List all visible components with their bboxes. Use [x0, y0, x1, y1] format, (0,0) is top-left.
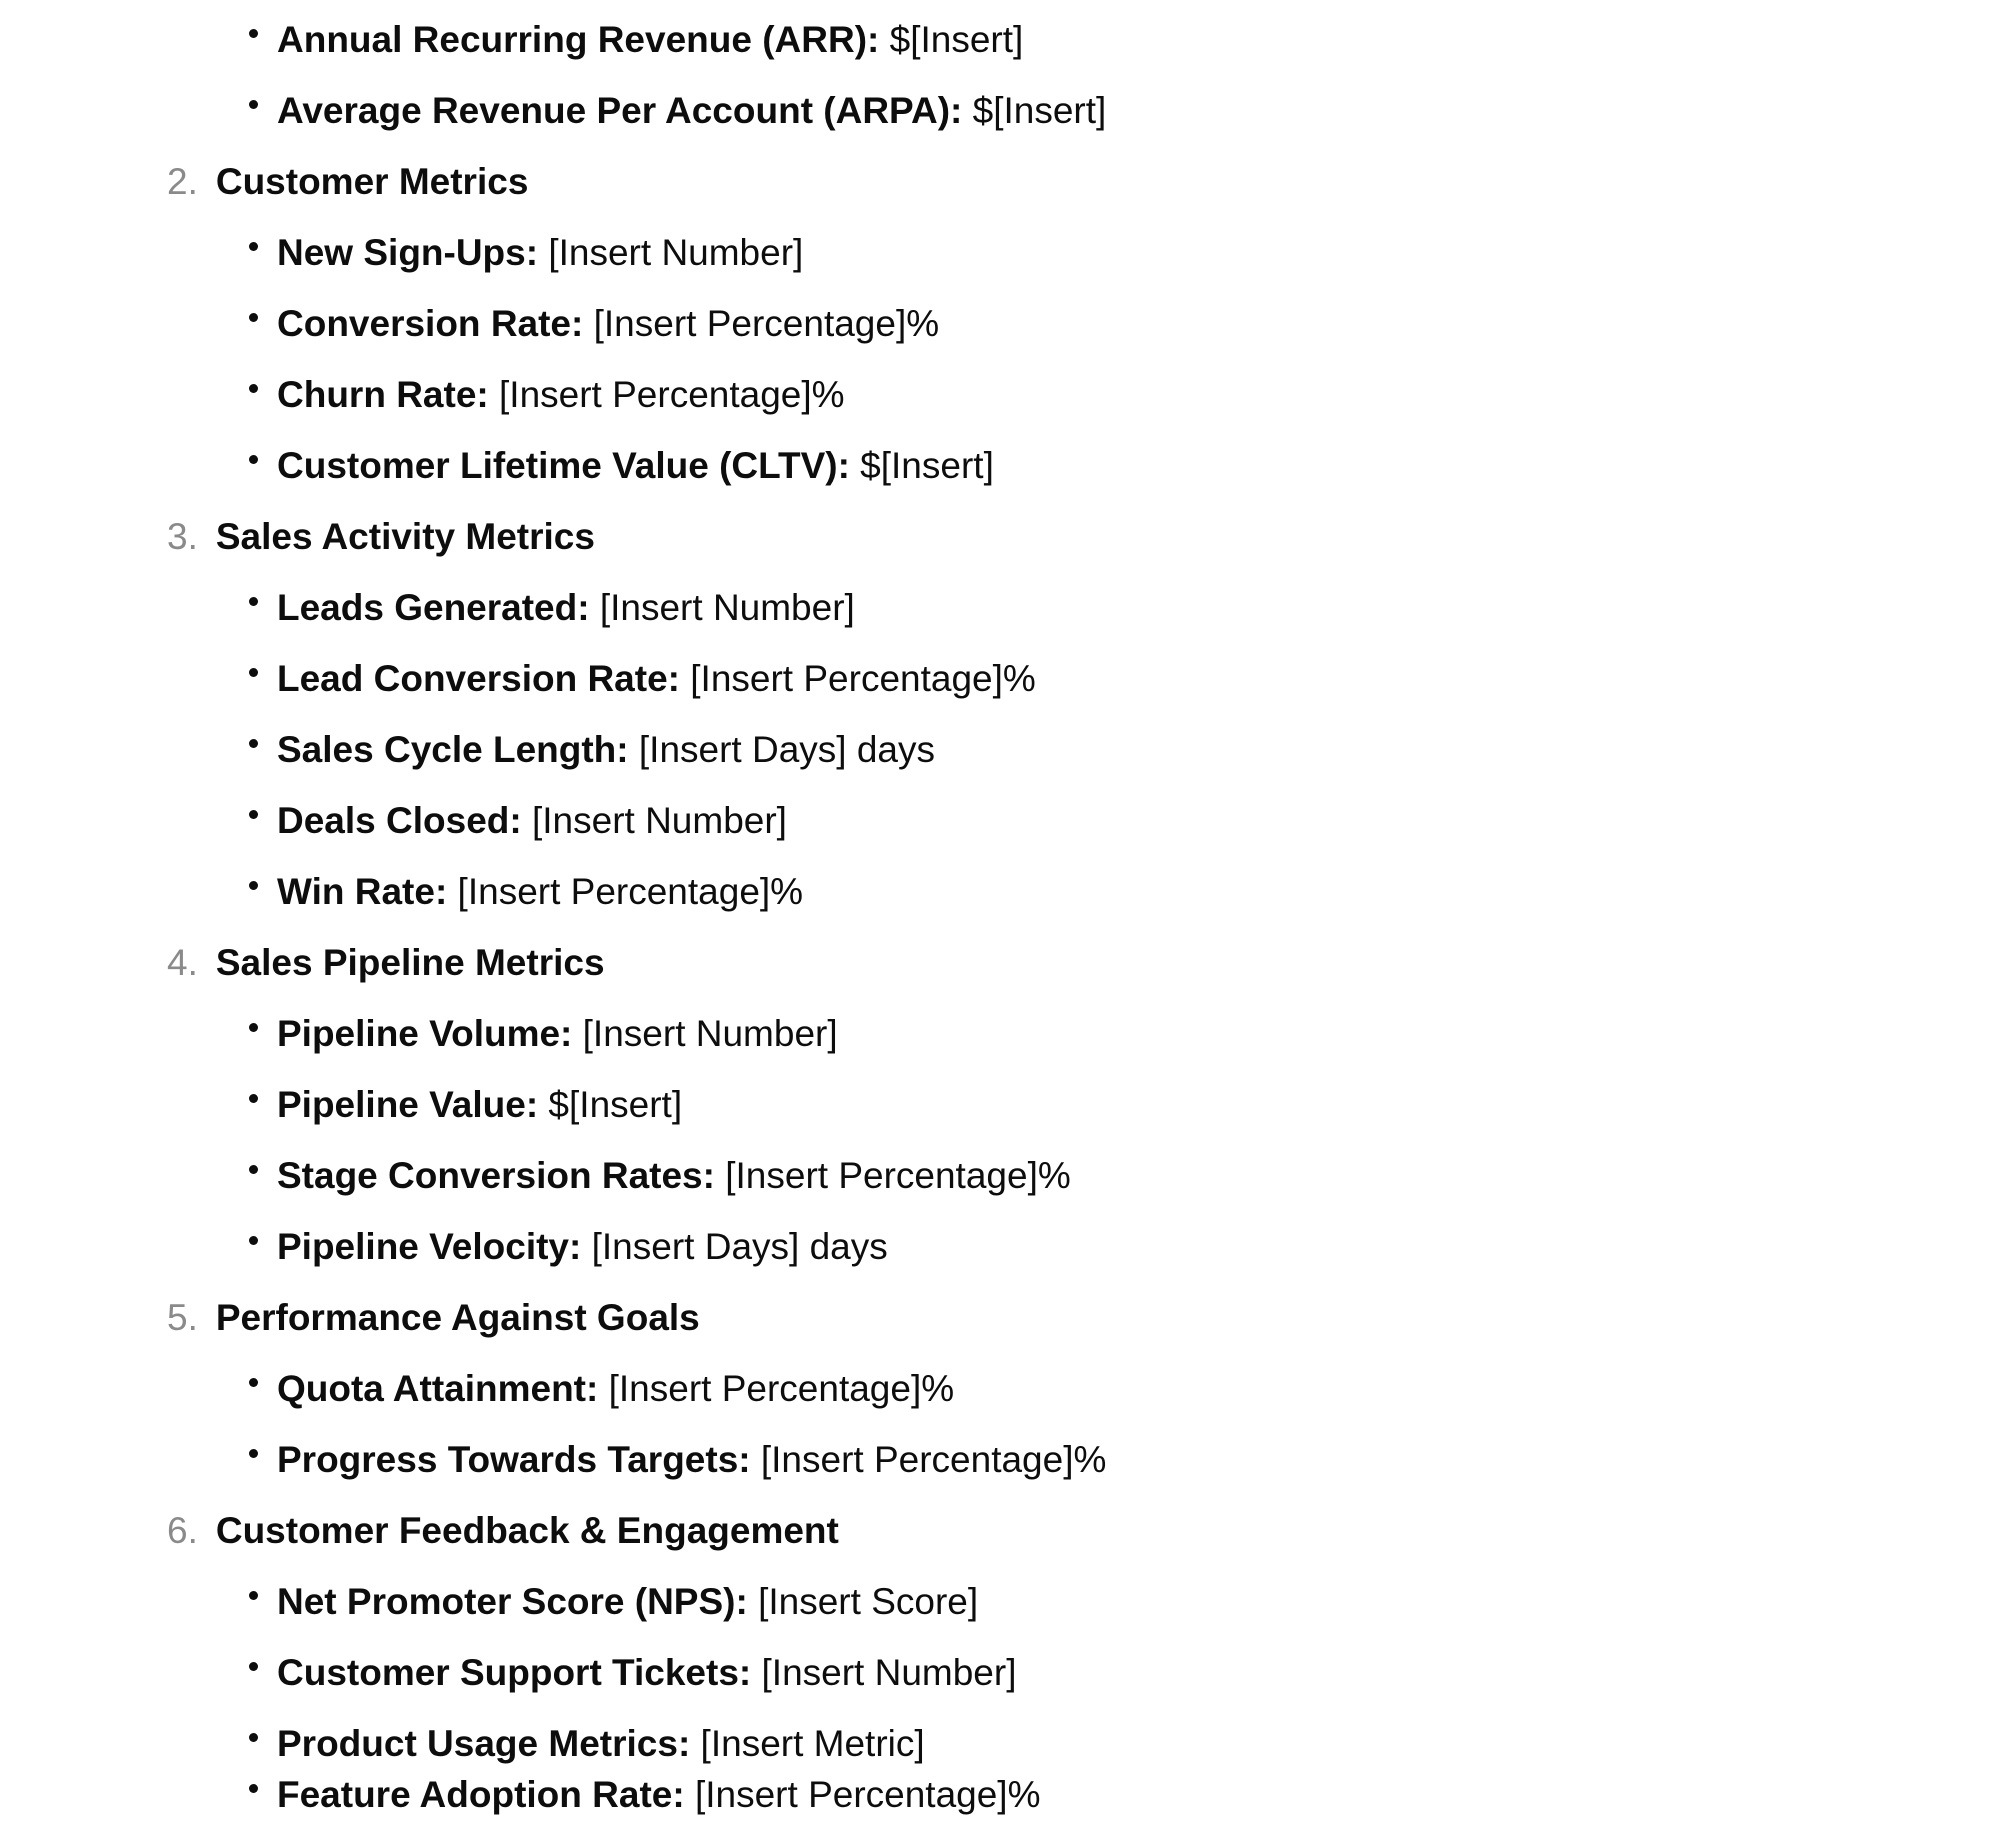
- metric-value: $[Insert]: [879, 19, 1024, 60]
- list-item: [277, 218, 803, 288]
- metric-label: Pipeline Velocity:: [277, 1226, 582, 1267]
- metric-value: $[Insert]: [849, 445, 994, 486]
- bullet-icon: [243, 1354, 263, 1424]
- metric-label: Stage Conversion Rates:: [277, 1155, 715, 1196]
- metric-label: Progress Towards Targets:: [277, 1439, 751, 1480]
- metric-value: [Insert Number]: [538, 232, 804, 273]
- bullet-icon: [243, 573, 263, 643]
- bullet-icon: [243, 1638, 263, 1708]
- list-item: [277, 431, 994, 501]
- list-item: [277, 715, 935, 785]
- section-heading: [167, 147, 528, 217]
- list-item: [277, 573, 855, 643]
- metric-label: Net Promoter Score (NPS):: [277, 1581, 748, 1622]
- bullet-icon: [243, 1760, 263, 1830]
- metric-label: Average Revenue Per Account (ARPA):: [277, 90, 963, 131]
- list-item: [277, 1141, 1071, 1211]
- bullet-icon: [243, 999, 263, 1069]
- bullet-icon: [243, 644, 263, 714]
- list-item: [277, 1760, 1041, 1830]
- section-number: 4.: [167, 942, 198, 983]
- list-item: [277, 1354, 954, 1424]
- bullet-icon: [243, 5, 263, 75]
- metric-label: Feature Adoption Rate:: [277, 1774, 685, 1815]
- bullet-icon: [243, 76, 263, 146]
- metric-value: [Insert Percentage]%: [684, 1774, 1041, 1815]
- metric-value: [Insert Percentage]%: [750, 1439, 1107, 1480]
- bullet-icon: [243, 289, 263, 359]
- list-item: [277, 644, 1036, 714]
- bullet-icon: [243, 1141, 263, 1211]
- metric-label: Sales Cycle Length:: [277, 729, 629, 770]
- section-heading: [167, 502, 595, 572]
- list-item: [277, 857, 803, 927]
- list-item: [277, 786, 787, 856]
- list-item: [277, 1212, 888, 1282]
- section-title: Sales Activity Metrics: [215, 516, 595, 557]
- list-item: [277, 999, 838, 1069]
- list-item: [277, 5, 1023, 75]
- bullet-icon: [243, 218, 263, 288]
- bullet-icon: [243, 786, 263, 856]
- metric-value: [Insert Number]: [589, 587, 855, 628]
- bullet-icon: [243, 1070, 263, 1140]
- metric-value: $[Insert]: [538, 1084, 683, 1125]
- metric-label: Annual Recurring Revenue (ARR):: [277, 19, 880, 60]
- metric-label: Lead Conversion Rate:: [277, 658, 680, 699]
- metric-label: Customer Support Tickets:: [277, 1652, 752, 1693]
- section-number: 2.: [167, 161, 198, 202]
- bullet-icon: [243, 431, 263, 501]
- section-number: 5.: [167, 1297, 198, 1338]
- metric-value: [Insert Score]: [747, 1581, 979, 1622]
- metric-value: [Insert Number]: [572, 1013, 838, 1054]
- section-heading: [167, 928, 605, 998]
- bullet-icon: [243, 1567, 263, 1637]
- list-item: [277, 1070, 682, 1140]
- section-title: Customer Feedback & Engagement: [215, 1510, 839, 1551]
- section-title: Sales Pipeline Metrics: [215, 942, 605, 983]
- metric-value: $[Insert]: [962, 90, 1107, 131]
- metric-value: [Insert Percentage]%: [488, 374, 845, 415]
- section-heading: [167, 1496, 839, 1566]
- metric-value: [Insert Metric]: [690, 1723, 925, 1764]
- list-item: [277, 1425, 1106, 1495]
- metric-label: Leads Generated:: [277, 587, 590, 628]
- list-item: [277, 1638, 1017, 1708]
- list-item: [277, 76, 1106, 146]
- section-title: Customer Metrics: [215, 161, 529, 202]
- metric-label: Customer Lifetime Value (CLTV):: [277, 445, 850, 486]
- metric-value: [Insert Days] days: [628, 729, 935, 770]
- bullet-icon: [243, 857, 263, 927]
- metric-label: Product Usage Metrics:: [277, 1723, 691, 1764]
- metric-value: [Insert Number]: [751, 1652, 1017, 1693]
- section-number: 6.: [167, 1510, 198, 1551]
- list-item: [277, 1567, 978, 1637]
- bullet-icon: [243, 1212, 263, 1282]
- metric-value: [Insert Percentage]%: [583, 303, 940, 344]
- metric-value: [Insert Percentage]%: [679, 658, 1036, 699]
- list-item: [277, 289, 939, 359]
- list-item: [277, 360, 845, 430]
- metric-value: [Insert Percentage]%: [447, 871, 804, 912]
- metric-value: [Insert Days] days: [581, 1226, 888, 1267]
- section-number: 3.: [167, 516, 198, 557]
- metric-value: [Insert Percentage]%: [714, 1155, 1071, 1196]
- metric-label: Win Rate:: [277, 871, 448, 912]
- bullet-icon: [243, 360, 263, 430]
- metric-label: Quota Attainment:: [277, 1368, 599, 1409]
- metric-value: [Insert Number]: [521, 800, 787, 841]
- bullet-icon: [243, 1425, 263, 1495]
- metric-label: Churn Rate:: [277, 374, 489, 415]
- bullet-icon: [243, 715, 263, 785]
- metric-label: Deals Closed:: [277, 800, 522, 841]
- metric-label: Pipeline Volume:: [277, 1013, 573, 1054]
- section-title: Performance Against Goals: [215, 1297, 700, 1338]
- section-heading: [167, 1283, 700, 1353]
- metric-value: [Insert Percentage]%: [598, 1368, 955, 1409]
- metric-label: Conversion Rate:: [277, 303, 584, 344]
- metric-label: New Sign-Ups:: [277, 232, 539, 273]
- metric-label: Pipeline Value:: [277, 1084, 539, 1125]
